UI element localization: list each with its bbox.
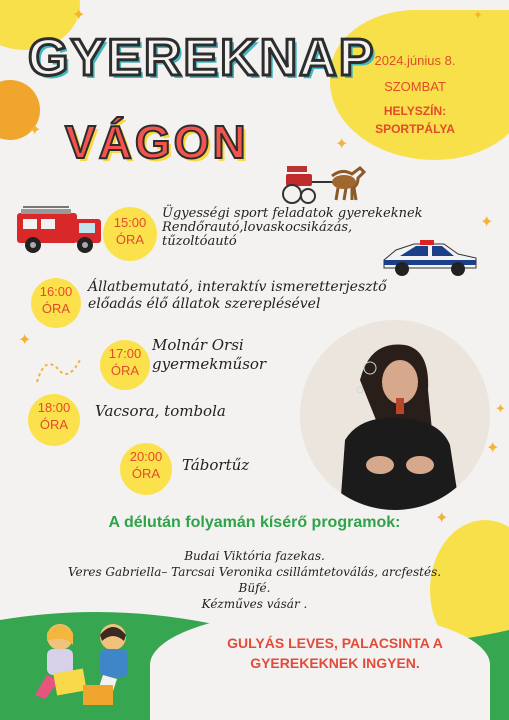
free-food-line1: GULYÁS LEVES, PALACSINTA A <box>227 635 443 651</box>
time-unit: ÓRA <box>115 232 145 247</box>
free-food-line2: GYEREKEKNEK INGYEN. <box>250 655 420 671</box>
star-icon: ✦ <box>486 438 500 457</box>
time-badge-2000 <box>120 443 172 495</box>
time-value: 15:00 <box>113 215 147 230</box>
program-text-1500: Ügyességi sport feladatok gyerekeknek Rendőrautó,lovaskocsikázás, tűzoltóautó <box>162 206 423 249</box>
event-info <box>340 52 490 138</box>
star-icon: ✦ <box>435 508 449 527</box>
side-programs-heading: A délután folyamán kísérő programok: <box>108 514 401 531</box>
time-unit: ÓRA <box>39 417 69 432</box>
side-program-item: Budai Viktória fazekas. <box>184 549 325 563</box>
swirl-decoration <box>35 352 85 388</box>
program-text-1800: Vacsora, tombola <box>95 402 226 420</box>
horse-carriage-icon <box>282 156 372 208</box>
time-unit: ÓRA <box>131 466 161 481</box>
star-icon: ✦ <box>480 212 494 231</box>
time-badge-1500 <box>103 207 157 261</box>
side-program-item: Veres Gabriella– Tarcsai Veronika csillámtetoválás, arcfestés. <box>67 565 442 579</box>
location-label: HELYSZÍN: <box>383 104 447 118</box>
time-value: 16:00 <box>39 284 73 299</box>
time-badge-1700 <box>100 340 150 390</box>
location-value: SPORTPÁLYA <box>375 122 455 136</box>
event-day: SZOMBAT <box>384 79 446 94</box>
program-text-2000: Tábortűz <box>182 456 250 474</box>
star-icon: ✦ <box>72 5 86 24</box>
time-value: 18:00 <box>37 400 71 415</box>
star-icon: ✦ <box>335 134 349 153</box>
star-icon: ✦ <box>18 330 32 349</box>
time-unit: ÓRA <box>41 301 71 316</box>
star-icon: ✦ <box>473 8 484 22</box>
children-reading-icon <box>25 615 155 715</box>
time-badge-1800 <box>28 394 80 446</box>
side-program-item: Büfé. <box>238 581 271 595</box>
time-value: 20:00 <box>129 449 163 464</box>
time-value: 17:00 <box>108 346 142 361</box>
title-line2: VÁGON <box>65 116 249 168</box>
star-icon: ✦ <box>495 402 506 417</box>
event-date: 2024.június 8. <box>374 53 456 68</box>
program-text-1600: Állatbemutató, interaktív ismeretterjesztő előadás élő állatok szereplésével <box>88 279 387 312</box>
performer-photo <box>300 320 490 510</box>
title-line1: GYEREKNAP <box>28 29 376 87</box>
star-icon: ✦ <box>28 120 42 139</box>
side-program-item: Kézműves vásár . <box>201 597 308 611</box>
time-unit: ÓRA <box>110 363 140 378</box>
program-text-1700: Molnár Orsi gyermekműsor <box>152 336 267 373</box>
fire-truck-icon <box>15 205 105 257</box>
time-badge-1600 <box>31 278 81 328</box>
free-food-banner <box>190 633 480 673</box>
